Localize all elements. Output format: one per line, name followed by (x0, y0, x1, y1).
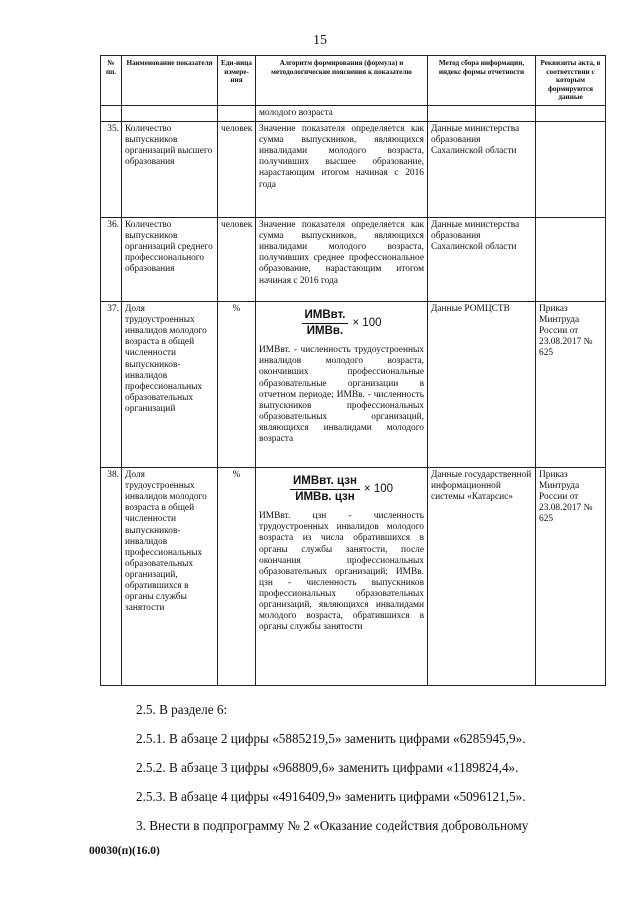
header-unit: Еди-ница измере-ния (218, 56, 256, 106)
row-method: Данные РОМЦСТВ (428, 302, 536, 468)
document-code: 00030(п)(16.0) (89, 845, 160, 857)
row-requisites: Приказ Минтруда России от 23.08.2017 № 625 (536, 302, 606, 468)
paragraph-3: 3. Внести в подпрограмму № 2 «Оказание содействия добровольному (136, 818, 529, 833)
formula-numerator: ИМВвт. (302, 310, 349, 324)
row-name: Количество выпускников организаций среднего профессионального образования (122, 218, 218, 302)
row-num: 35. (101, 122, 122, 218)
row-algorithm: ИМВвт. - численность трудоустроенных инвалидов молодого возраста, окончивших профессиональные образовательные организации в отчетном периоде; ИМВв. - численность выпускников профессиональных образовательных организаций, являющихся инвалидами молодого возраста (259, 345, 424, 444)
fraction (290, 476, 360, 503)
row-num: 37. (101, 302, 122, 468)
paragraph-section-6: 2.5. В разделе 6: (136, 702, 228, 717)
table-row (101, 302, 606, 468)
row-algorithm: Значение показателя определяется как сумма выпускников, являющихся инвалидами молодого возраста, получивших высшее образование, нарастающим итогом начиная с 2016 года (256, 122, 428, 218)
row-method: Данные министерства образования Сахалинской области (428, 218, 536, 302)
row-unit: человек (218, 122, 256, 218)
row-name: Количество выпускников организаций высшего образования (122, 122, 218, 218)
formula (259, 476, 424, 503)
formula-denominator: ИМВв. цзн (295, 491, 355, 504)
formula (259, 310, 424, 337)
row-requisites (536, 218, 606, 302)
formula-denominator: ИМВв. (306, 325, 344, 338)
row-method: Данные министерства образования Сахалинской области (428, 122, 536, 218)
table-row (101, 218, 606, 302)
row-unit: человек (218, 218, 256, 302)
table-row-continuation (101, 105, 606, 121)
header-algorithm: Алгоритм формирования (формула) и методологические пояснения к показателю (256, 56, 428, 106)
row-algorithm: ИМВвт. цзн - численность трудоустроенных инвалидов молодого возраста из числа обратившихся в органы службы занятости, после окончания профессиональных образовательных организаций; ИМВв. цзн - численность выпускников профессиональных образовательных организаций, являющихся инвалидами молодого возраста, обратившихся в органы службы занятости (259, 511, 424, 633)
row-algorithm-cell (256, 468, 428, 686)
paragraph-2-5-2: 2.5.2. В абзаце 3 цифры «968809,6» заменить цифрами «1189824,4». (136, 760, 519, 775)
formula-numerator: ИМВвт. цзн (290, 476, 360, 490)
row-num: 38. (101, 468, 122, 686)
row-unit: % (218, 468, 256, 686)
row-requisites (536, 122, 606, 218)
row-algorithm: Значение показателя определяется как сумма выпускников, являющихся инвалидами молодого возраста, получивших среднее профессиональное образование, нарастающим итогом начиная с 2016 года (256, 218, 428, 302)
header-requisites: Реквизиты акта, в соответствии с которым формируются данные (536, 56, 606, 106)
header-name: Наименование показателя (122, 56, 218, 106)
table-header-row (101, 56, 606, 106)
paragraph-2-5-3: 2.5.3. В абзаце 4 цифры «4916409,9» заменить цифрами «5096121,5». (136, 789, 526, 804)
paragraph-2-5-1: 2.5.1. В абзаце 2 цифры «5885219,5» заменить цифрами «6285945,9». (136, 731, 526, 746)
header-num: № пп. (101, 56, 122, 106)
fraction (302, 310, 349, 337)
row-name: Доля трудоустроенных инвалидов молодого возраста в общей численности выпускников-инвалидов профессиональных образовательных организаций, обратившихся в органы службы занятости (122, 468, 218, 686)
indicator-table (100, 55, 606, 686)
page-number: 15 (313, 33, 327, 48)
continuation-text: молодого возраста (256, 105, 428, 121)
row-algorithm-cell (256, 302, 428, 468)
row-requisites: Приказ Минтруда России от 23.08.2017 № 625 (536, 468, 606, 686)
row-method: Данные государственной информационной системы «Катарсис» (428, 468, 536, 686)
header-method: Метод сбора информации, индекс формы отчетности (428, 56, 536, 106)
table-row (101, 122, 606, 218)
row-name: Доля трудоустроенных инвалидов молодого возраста в общей численности выпускников-инвалидов профессиональных образовательных организаций (122, 302, 218, 468)
formula-multiplier: × 100 (352, 317, 382, 330)
row-num: 36. (101, 218, 122, 302)
formula-multiplier: × 100 (363, 483, 394, 496)
table-row (101, 468, 606, 686)
row-unit: % (218, 302, 256, 468)
